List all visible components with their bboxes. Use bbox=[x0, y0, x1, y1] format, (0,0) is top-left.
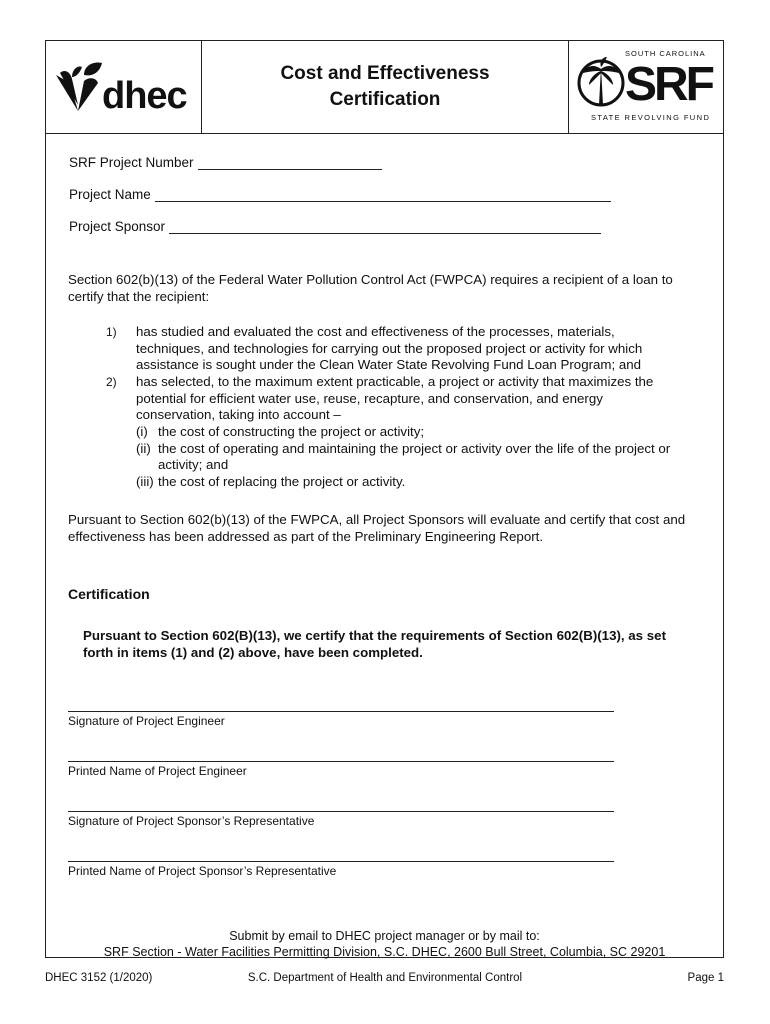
list-item-text: has studied and evaluated the cost and effectiveness of the processes, materials, techniques, and technologies for carrying out the proposed project or activity for which assistance is sought under the Clean Water State Revolving Fund Loan Program; and bbox=[136, 324, 643, 372]
form-frame bbox=[45, 40, 724, 958]
submit-line-1: Submit by email to DHEC project manager or by mail to: bbox=[229, 929, 540, 943]
intro-paragraph: Section 602(b)(13) of the Federal Water Pollution Control Act (FWPCA) requires a recipient of a loan to certify that the recipient: bbox=[68, 272, 673, 304]
sub-item-number: (ii) bbox=[136, 440, 151, 456]
form-title bbox=[202, 41, 568, 133]
sponsor-signature-line[interactable] bbox=[68, 811, 614, 812]
signature-label: Signature of Project Sponsor’s Representative bbox=[68, 814, 315, 828]
sponsor-name-line[interactable] bbox=[68, 861, 614, 862]
signature-label: Printed Name of Project Engineer bbox=[68, 764, 247, 778]
project-sponsor-input[interactable] bbox=[169, 219, 601, 234]
sub-item-text: the cost of operating and maintaining the project or activity over the life of the project or activity; and bbox=[158, 440, 671, 472]
certification-statement: Pursuant to Section 602(B)(13), we certify that the requirements of Section 602(B)(13), as set forth in items (1) and (2) above, have been completed. bbox=[83, 628, 666, 660]
sub-item-number: (i) bbox=[136, 424, 148, 439]
title-line-2: Certification bbox=[329, 89, 441, 110]
project-name-field bbox=[69, 187, 611, 202]
submit-line-2: SRF Section - Water Facilities Permitting Division, S.C. DHEC, 2600 Bull Street, Columbia, SC 29201 bbox=[103, 945, 666, 959]
project-number-label: SRF Project Number bbox=[69, 155, 194, 170]
srf-logo bbox=[568, 41, 723, 133]
project-number-input[interactable] bbox=[198, 155, 382, 170]
list-item-number: 2) bbox=[106, 375, 117, 389]
project-sponsor-label: Project Sponsor bbox=[69, 219, 166, 234]
sub-item-text: the cost of constructing the project or activity; bbox=[158, 424, 425, 439]
certification-heading: Certification bbox=[68, 586, 150, 602]
dhec-leaf-icon bbox=[50, 53, 110, 123]
srf-logo-top: SOUTH CAROLINA bbox=[625, 49, 706, 58]
project-name-input[interactable] bbox=[155, 187, 611, 202]
signature-label: Signature of Project Engineer bbox=[68, 714, 225, 728]
requirements-list bbox=[106, 324, 706, 494]
list-item-text: has selected, to the maximum extent practicable, a project or activity that maximizes the potential for efficient water use, reuse, recapture, and conservation, and energy conservation, taking into account – bbox=[136, 374, 654, 422]
project-number-field bbox=[69, 155, 382, 170]
srf-logo-bottom: STATE REVOLVING FUND bbox=[591, 113, 711, 122]
footer-department: S.C. Department of Health and Environmental Control bbox=[247, 972, 523, 984]
engineer-signature-line[interactable] bbox=[68, 711, 614, 712]
footer-form-id: DHEC 3152 (1/2020) bbox=[45, 972, 153, 984]
signature-label: Printed Name of Project Sponsor’s Representative bbox=[68, 864, 337, 878]
palmetto-tree-icon bbox=[577, 53, 625, 115]
srf-logo-letters: SRF bbox=[625, 58, 712, 111]
footer-page-number: Page 1 bbox=[687, 972, 724, 984]
dhec-logo bbox=[46, 41, 202, 133]
pursuant-paragraph: Pursuant to Section 602(b)(13) of the FWPCA, all Project Sponsors will evaluate and certify that cost and effectiveness has been addressed as part of the Preliminary Engineering Report. bbox=[68, 512, 686, 544]
project-sponsor-field bbox=[69, 219, 601, 234]
project-name-label: Project Name bbox=[69, 187, 151, 202]
list-item-number: 1) bbox=[106, 325, 117, 339]
form-header bbox=[46, 41, 723, 134]
sub-item-number: (iii) bbox=[136, 474, 154, 489]
sub-item-text: the cost of replacing the project or activity. bbox=[158, 474, 406, 489]
title-line-1: Cost and Effectiveness bbox=[280, 63, 490, 84]
dhec-logo-text: dhec bbox=[102, 75, 187, 117]
engineer-name-line[interactable] bbox=[68, 761, 614, 762]
